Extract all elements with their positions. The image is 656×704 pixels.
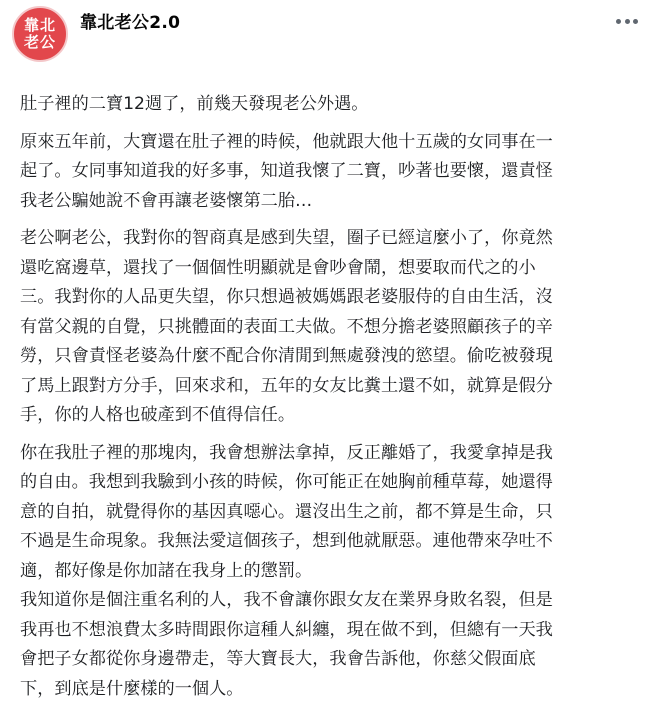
avatar[interactable] bbox=[12, 6, 68, 62]
post-paragraph: 原來五年前，大寶還在肚子裡的時候，他就跟大他十五歲的女同事在一 起了。女同事知道我的好多事，知道我懷了二寶，吵著也要懷，還責怪 我老公騙她說不會再讓老婆懷第二胎… bbox=[20, 128, 640, 217]
page-name[interactable]: 靠北老公2.0 bbox=[80, 8, 180, 33]
more-horizontal-icon bbox=[616, 19, 621, 24]
more-horizontal-icon-dot bbox=[625, 19, 630, 24]
avatar-logo-text: 靠北 老公 bbox=[23, 17, 57, 51]
post-text bbox=[20, 90, 640, 704]
post-paragraph: 你在我肚子裡的那塊肉，我會想辦法拿掉，反正離婚了，我愛拿掉是我 的自由。我想到我驗到小孩的時候，你可能正在她胸前種草莓，她還得 意的自拍，就覺得你的基因真噁心。還沒出生之前，都不算是生命，只 不過是生命現象。我無法愛這個孩子，想到他就厭惡。連他帶來孕吐不 適，都好像是你加諸在我身上的懲罰。 我知道你是個注重名利的人，我不會讓你跟女友在業界身敗名裂，但是 我再也不想浪費太多時間跟你這種人糾纏，現在做不到，但總有一天我 會把子女都從你身邊帶走，等大寶長大，我會告訴他，你慈父假面底 下，到底是什麼樣的一個人。 bbox=[20, 439, 640, 704]
post-paragraph: 肚子裡的二寶12週了，前幾天發現老公外遇。 bbox=[20, 90, 640, 120]
post-header bbox=[0, 0, 656, 66]
more-horizontal-icon-dot bbox=[633, 19, 638, 24]
more-options-button[interactable] bbox=[616, 14, 638, 28]
post-paragraph: 老公啊老公，我對你的智商真是感到失望，圈子已經這麼小了，你竟然 還吃窩邊草，還找了一個個性明顯就是會吵會鬧，想要取而代之的小 三。我對你的人品更失望，你只想過被媽媽跟老婆服侍的自由生活，沒 有當父親的自覺，只挑體面的表面工夫做。不想分擔老婆照顧孩子的辛 勞，只會責怪老婆為什麼不配合你清閒到無處發洩的慾望。偷吃被發現 了馬上跟對方分手，回來求和，五年的女友比糞土還不如，就算是假分 手，你的人格也破產到不值得信任。 bbox=[20, 224, 640, 431]
